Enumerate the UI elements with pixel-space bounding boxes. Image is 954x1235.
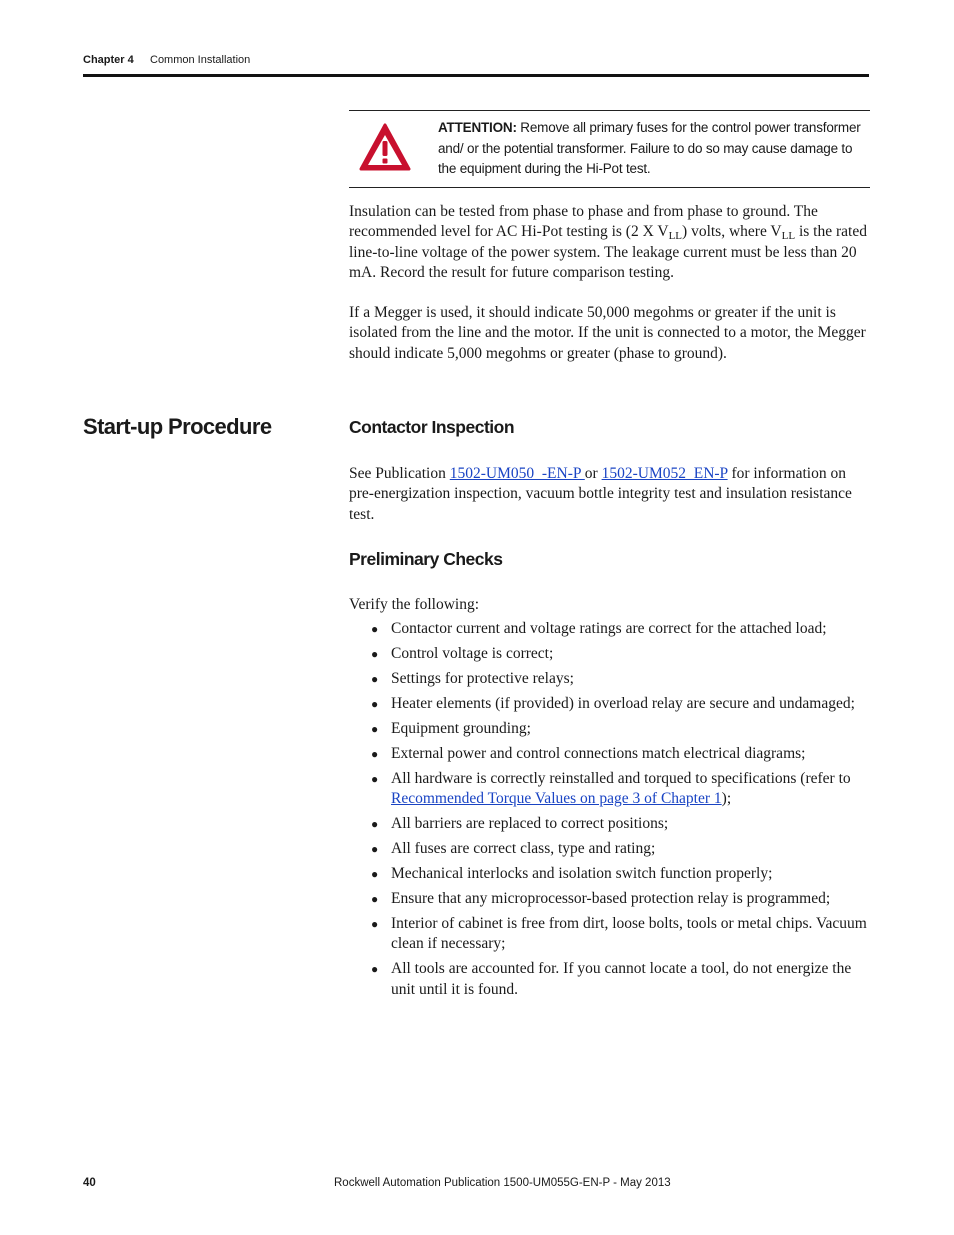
megger-paragraph: If a Megger is used, it should indicate 50,000 megohms or greater if the unit is isolated from the line and the motor. If the unit is connected to a motor, the Megger should indicate 5,000 megohms or greater (phase to ground). [349, 304, 866, 362]
bullet: ● [371, 771, 379, 786]
header-rule [83, 74, 869, 77]
bullet: ● [371, 671, 379, 686]
verify-intro: Verify the following: [349, 596, 480, 613]
bullet: ● [371, 867, 379, 882]
publication-link-um052[interactable]: 1502-UM052_EN-P [601, 465, 728, 482]
list-item-text: Interior of cabinet is free from dirt, loose bolts, tools or metal chips. Vacuum clean if necessary; [391, 915, 867, 953]
list-item-text: Contactor current and voltage ratings are correct for the attached load; [391, 620, 827, 637]
list-item-text: All tools are accounted for. If you cannot locate a tool, do not energize the unit until it is found. [391, 960, 852, 998]
list-item [371, 719, 871, 739]
publication-link-um050[interactable]: 1502-UM050_-EN-P [449, 465, 585, 482]
list-item [371, 769, 871, 810]
bullet: ● [371, 962, 379, 977]
warning-triangle-icon [358, 122, 412, 172]
bullet: ● [371, 696, 379, 711]
hipot-paragraph [349, 202, 869, 283]
contactor-inspection-heading: Contactor Inspection [349, 417, 515, 437]
bullet: ● [371, 646, 379, 661]
list-item [371, 864, 871, 884]
contactor-text-1: See Publication [349, 465, 450, 482]
preliminary-checks-heading: Preliminary Checks [349, 549, 503, 569]
list-item-text: Ensure that any microprocessor-based protection relay is programmed; [391, 890, 831, 908]
bullet: ● [371, 746, 379, 761]
list-item-text: Settings for protective relays; [391, 669, 574, 687]
attention-label: ATTENTION: [438, 120, 517, 135]
list-item [371, 814, 871, 834]
bullet: ● [371, 917, 379, 932]
list-item-text: Heater elements (if provided) in overload relay are secure and undamaged; [391, 694, 855, 712]
chapter-label: Chapter 4 [83, 54, 134, 66]
list-item-suffix: ); [721, 790, 732, 808]
list-item-text: All barriers are replaced to correct positions; [391, 815, 669, 833]
contactor-paragraph [349, 464, 869, 525]
list-item [371, 744, 871, 764]
bullet: ● [371, 817, 379, 832]
bullet: ● [371, 622, 379, 636]
list-item [371, 619, 871, 639]
list-item [371, 644, 871, 664]
list-item [371, 839, 871, 859]
list-item [371, 889, 871, 909]
list-item-text: Equipment grounding; [391, 719, 531, 737]
hipot-text-1: Insulation can be tested from phase to phase and from phase to ground. The recommended level for AC Hi-Pot testing is (2 X V [349, 203, 818, 241]
list-item-text: All hardware is correctly reinstalled and torqued to specifications (refer to [391, 769, 851, 787]
page-header [83, 53, 869, 77]
subscript-ll: LL [668, 230, 683, 243]
contactor-text-3: for information on pre-energization inspection, vacuum bottle integrity test and insulation resistance test. [349, 465, 852, 523]
contactor-text-2: or [584, 465, 602, 482]
list-item [371, 694, 871, 714]
hipot-text-3: is the rated line-to-line voltage of the power system. The leakage current must be less than 20 mA. Record the result for future comparison testing. [349, 223, 867, 281]
checklist [371, 619, 871, 1005]
bullet: ● [371, 842, 379, 857]
attention-box [349, 110, 870, 188]
hipot-text-2: ) volts, where V [682, 223, 782, 241]
attention-message: Remove all primary fuses for the control power transformer and/ or the potential transformer. Failure to do so may cause damage to the equipment during the Hi-Pot test. [438, 120, 861, 176]
section-title: Start-up Procedure [83, 414, 272, 439]
chapter-title: Common Installation [150, 54, 251, 66]
list-item [371, 959, 871, 1000]
list-item-text: External power and control connections match electrical diagrams; [391, 744, 806, 762]
list-item [371, 669, 871, 689]
attention-text [438, 118, 863, 180]
list-item-text: All fuses are correct class, type and rating; [391, 840, 656, 858]
page-number: 40 [83, 1177, 96, 1189]
torque-values-link[interactable]: Recommended Torque Values on page 3 of Chapter 1 [391, 790, 722, 808]
bullet: ● [371, 892, 379, 907]
list-item [371, 914, 871, 955]
subscript-ll: LL [781, 230, 796, 243]
publication-footer: Rockwell Automation Publication 1500-UM055G-EN-P - May 2013 [334, 1177, 671, 1189]
list-item-text: Control voltage is correct; [391, 644, 554, 662]
list-item-text: Mechanical interlocks and isolation switch function properly; [391, 865, 773, 883]
bullet: ● [371, 721, 379, 736]
